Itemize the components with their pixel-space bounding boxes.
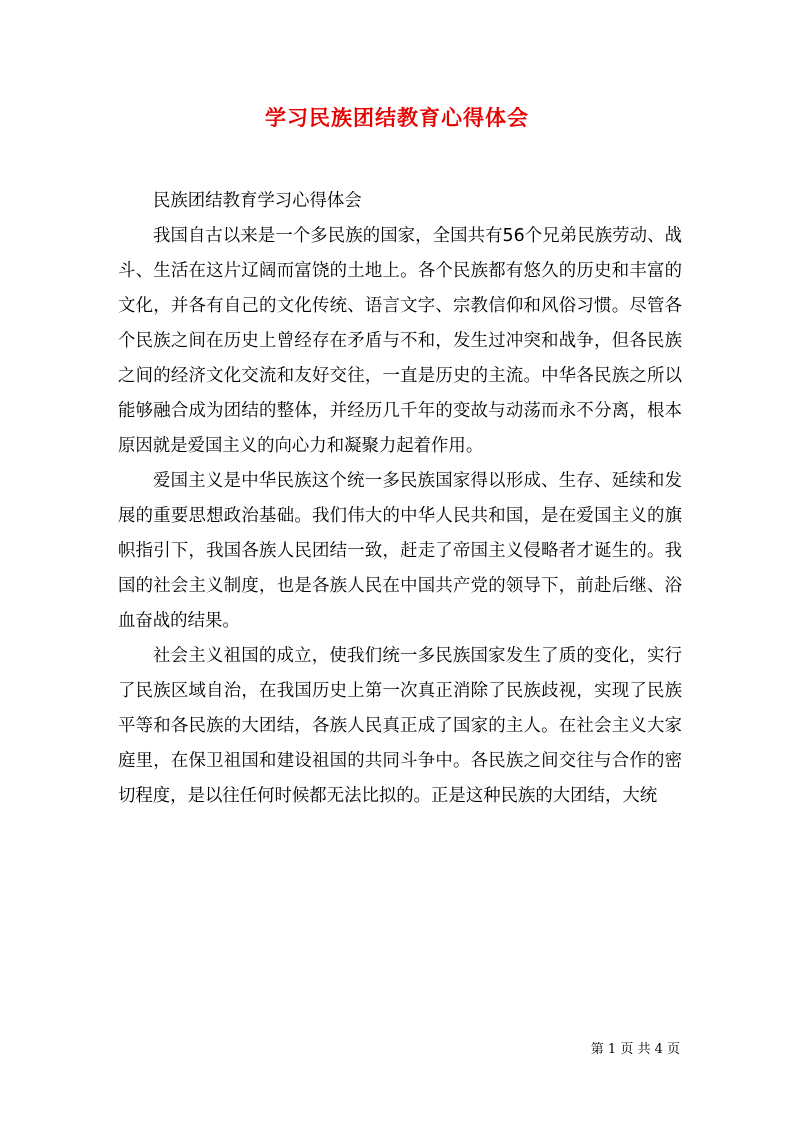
paragraph-3: 社会主义祖国的成立，使我们统一多民族国家发生了质的变化，实行了民族区域自治，在我国历史上第一次真正消除了民族歧视，实现了民族平等和各民族的大团结，各族人民真正成了国家的主人。在社会主义大家庭里，在保卫祖国和建设祖国的共同斗争中。各民族之间交往与合作的密切程度，是以往任何时候都无法比拟的。正是这种民族的大团结，大统 [118,646,682,806]
paragraph-1: 我国自古以来是一个多民族的国家，全国共有56个兄弟民族劳动、战斗、生活在这片辽阔而富饶的土地上。各个民族都有悠久的历史和丰富的文化，并各有自己的文化传统、语言文字、宗教信仰和风俗习惯。尽管各个民族之间在历史上曾经存在矛盾与不和，发生过冲突和战争，但各民族之间的经济文化交流和友好交往，一直是历史的主流。中华各民族之所以能够融合成为团结的整体，并经历几千年的变故与动荡而永不分离，根本原因就是爱国主义的向心力和凝聚力起着作用。 [118,226,682,456]
document-body [118,184,682,814]
page-number: 第 1 页 共 4 页 [590,1042,680,1057]
paragraph-2: 爱国主义是中华民族这个统一多民族国家得以形成、生存、延续和发展的重要思想政治基础。我们伟大的中华人民共和国，是在爱国主义的旗帜指引下，我国各族人民团结一致，赶走了帝国主义侵略者才诞生的。我国的社会主义制度，也是各族人民在中国共产党的领导下，前赴后继、浴血奋战的结果。 [118,471,682,631]
document-title: 学习民族团结教育心得体会 [265,105,529,130]
document-subtitle: 民族团结教育学习心得体会 [153,191,362,211]
